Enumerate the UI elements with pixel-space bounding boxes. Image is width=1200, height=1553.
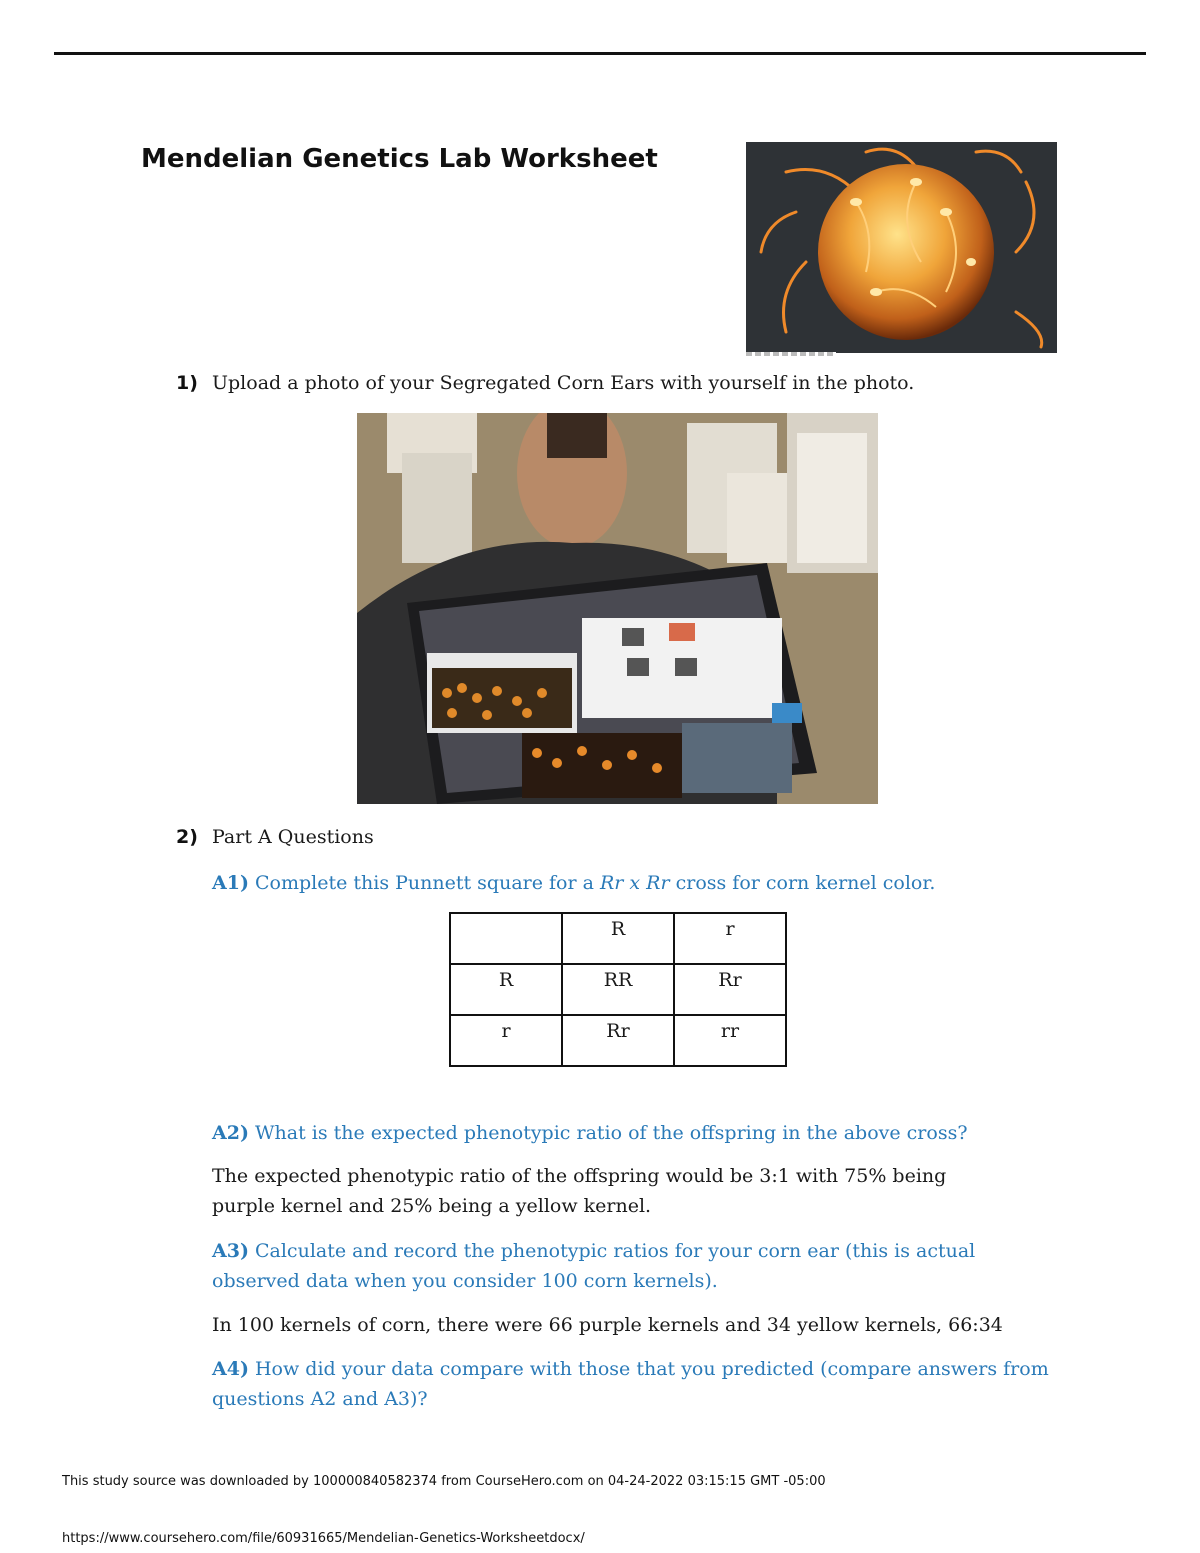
punnett-cell: Rr bbox=[674, 964, 786, 1015]
a1-question bbox=[212, 868, 1052, 898]
a2-question bbox=[212, 1118, 1052, 1148]
a3-question bbox=[212, 1236, 1052, 1296]
punnett-row-label: R bbox=[450, 964, 562, 1015]
question-1-text: Upload a photo of your Segregated Corn Ears with yourself in the photo. bbox=[212, 372, 915, 394]
question-1-number: 1) bbox=[176, 372, 198, 394]
punnett-corner-cell bbox=[450, 913, 562, 964]
a1-label: A1) bbox=[212, 872, 249, 894]
a4-label: A4) bbox=[212, 1358, 249, 1380]
a3-label: A3) bbox=[212, 1240, 249, 1262]
punnett-row bbox=[450, 964, 786, 1015]
a3-answer: In 100 kernels of corn, there were 66 purple kernels and 34 yellow kernels, 66:34 bbox=[212, 1314, 1003, 1336]
punnett-cell: Rr bbox=[562, 1015, 674, 1066]
image-credit-caption bbox=[746, 352, 836, 356]
egg-sperm-image bbox=[746, 142, 1057, 353]
a1-text-pre: Complete this Punnett square for a bbox=[248, 872, 600, 894]
a2-answer: The expected phenotypic ratio of the offspring would be 3:1 with 75% being purple kernel and 25% being a yellow kernel. bbox=[212, 1165, 947, 1217]
footer-source: This study source was downloaded by 100000840582374 from CourseHero.com on 04-24-2022 03:15:15 GMT -05:00 bbox=[62, 1474, 826, 1489]
header-rule bbox=[54, 52, 1146, 55]
a4-question bbox=[212, 1354, 1052, 1414]
a4-question-text: How did your data compare with those that you predicted (compare answers from questions A2 and A3)? bbox=[212, 1358, 1049, 1410]
punnett-header-row bbox=[450, 913, 786, 964]
footer-url[interactable]: https://www.coursehero.com/file/60931665/Mendelian-Genetics-Worksheetdocx/ bbox=[62, 1531, 585, 1546]
question-2-text: Part A Questions bbox=[212, 826, 374, 848]
a3-question-text: Calculate and record the phenotypic ratios for your corn ear (this is actual observed data when you consider 100 corn kernels). bbox=[212, 1240, 976, 1292]
document-title: Mendelian Genetics Lab Worksheet bbox=[141, 144, 658, 174]
punnett-header-cell: r bbox=[674, 913, 786, 964]
a2-label: A2) bbox=[212, 1122, 249, 1144]
punnett-square bbox=[449, 912, 787, 1067]
a1-cross: Rr x Rr bbox=[599, 872, 670, 894]
punnett-cell: RR bbox=[562, 964, 674, 1015]
punnett-row bbox=[450, 1015, 786, 1066]
punnett-cell: rr bbox=[674, 1015, 786, 1066]
punnett-row-label: r bbox=[450, 1015, 562, 1066]
corn-ears-selfie-photo bbox=[357, 413, 878, 804]
punnett-header-cell: R bbox=[562, 913, 674, 964]
question-2-number: 2) bbox=[176, 826, 198, 848]
a1-text-post: cross for corn kernel color. bbox=[669, 872, 936, 894]
a2-question-text: What is the expected phenotypic ratio of the offspring in the above cross? bbox=[248, 1122, 968, 1144]
